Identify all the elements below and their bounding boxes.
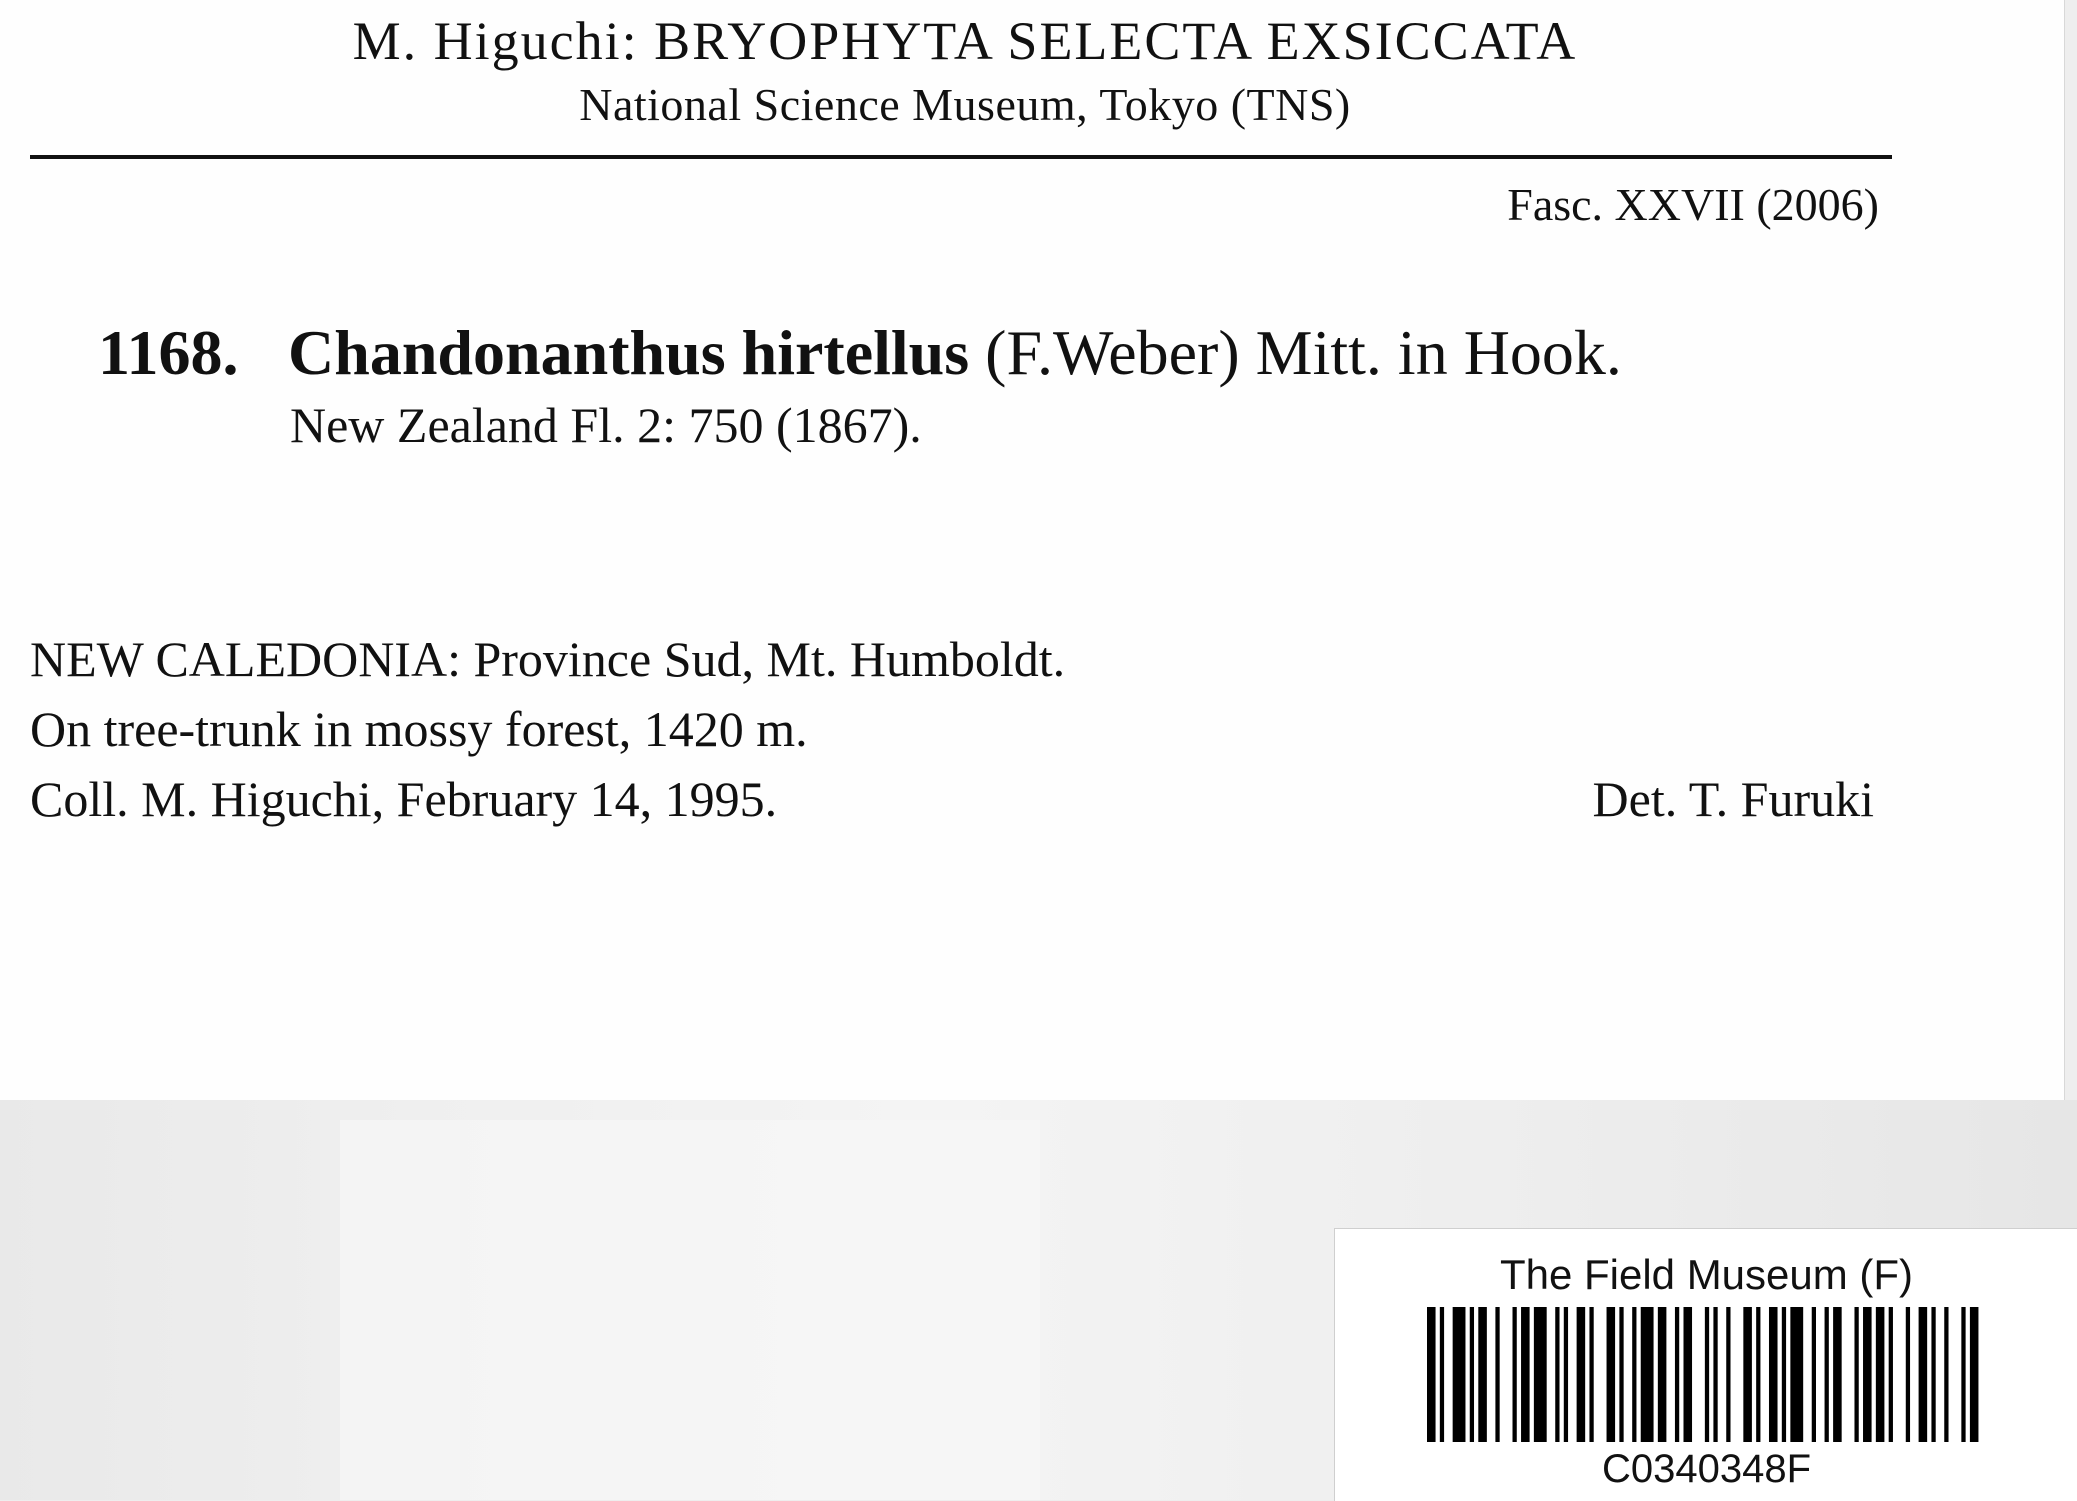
locality-line-1: NEW CALEDONIA: Province Sud, Mt. Humboldt.	[30, 631, 1066, 687]
habitat-line: On tree-trunk in mossy forest, 1420 m.	[30, 701, 808, 757]
header-divider	[30, 155, 1892, 159]
taxon-citation: New Zealand Fl. 2: 750 (1867).	[290, 397, 922, 453]
label-title: M. Higuchi: BRYOPHYTA SELECTA EXSICCATA	[352, 11, 1578, 71]
barcode-icon	[1427, 1307, 1987, 1442]
taxon-authority: (F.Weber) Mitt. in Hook.	[969, 317, 1622, 388]
label-subtitle: National Science Museum, Tokyo (TNS)	[579, 79, 1351, 130]
taxon-number: 1168.	[98, 317, 239, 388]
barcode-label	[1334, 1228, 2077, 1501]
collector-line: Coll. M. Higuchi, February 14, 1995.	[30, 771, 778, 827]
barcode-organization: The Field Museum (F)	[1499, 1251, 1914, 1298]
fascicle-number: Fasc. XXVII (2006)	[1507, 179, 1879, 230]
barcode-id: C0340348F	[1601, 1447, 1812, 1491]
taxon-name: Chandonanthus hirtellus	[288, 317, 970, 388]
taxon-heading	[98, 316, 1622, 390]
sheet-shadow	[340, 1120, 1040, 1500]
determiner: Det. T. Furuki	[1592, 771, 1874, 827]
